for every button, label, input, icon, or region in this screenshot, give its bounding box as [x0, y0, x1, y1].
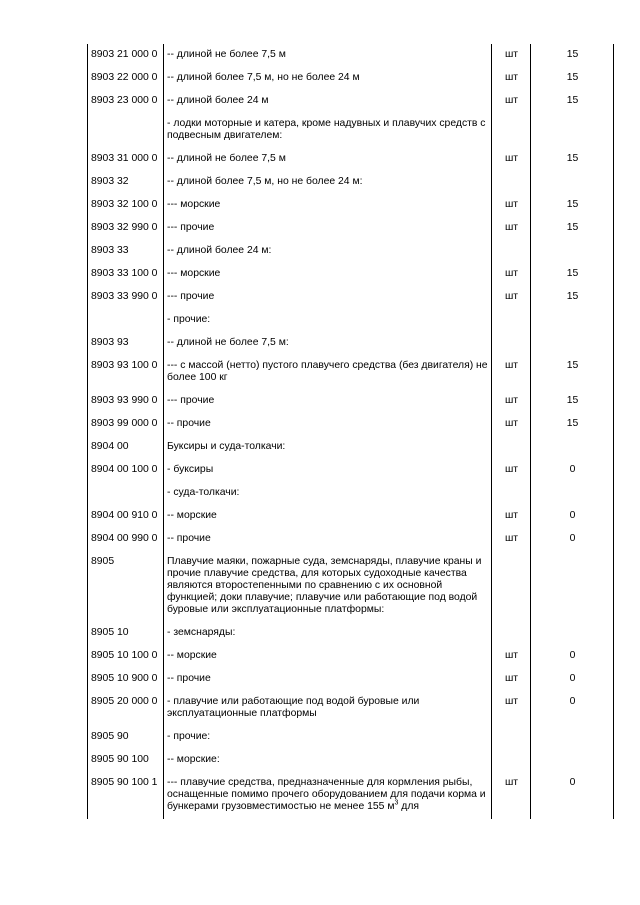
- tnved-code-cell: 8903 93: [88, 332, 164, 355]
- tnved-code-cell: 8903 32: [88, 171, 164, 194]
- duty-rate-cell: [531, 622, 614, 645]
- duty-rate-cell: [531, 240, 614, 263]
- tnved-code-cell: 8905: [88, 551, 164, 622]
- duty-rate-cell: 15: [531, 263, 614, 286]
- duty-rate-cell: 15: [531, 67, 614, 90]
- unit-cell: шт: [492, 645, 531, 668]
- duty-rate-cell: [531, 113, 614, 148]
- tnved-code-cell: 8904 00 910 0: [88, 505, 164, 528]
- description-cell: --- с массой (нетто) пустого плавучего средства (без двигателя) не более 100 кг: [164, 355, 492, 390]
- tnved-code-cell: 8903 32 100 0: [88, 194, 164, 217]
- duty-rate-cell: [531, 332, 614, 355]
- tnved-code-cell: 8903 31 000 0: [88, 148, 164, 171]
- table-row: [88, 90, 614, 113]
- description-cell: -- длиной не более 7,5 м: [164, 148, 492, 171]
- unit-cell: [492, 551, 531, 622]
- description-cell: --- прочие: [164, 286, 492, 309]
- unit-cell: [492, 726, 531, 749]
- unit-cell: шт: [492, 44, 531, 67]
- tnved-code-cell: 8903 93 100 0: [88, 355, 164, 390]
- unit-cell: [492, 113, 531, 148]
- duty-rate-cell: [531, 749, 614, 772]
- description-cell: - суда-толкачи:: [164, 482, 492, 505]
- table-row: [88, 390, 614, 413]
- table-row: [88, 749, 614, 772]
- description-cell: -- длиной более 24 м: [164, 90, 492, 113]
- unit-cell: [492, 436, 531, 459]
- tnved-code-cell: 8903 33 990 0: [88, 286, 164, 309]
- duty-rate-cell: 15: [531, 217, 614, 240]
- duty-rate-cell: [531, 726, 614, 749]
- description-cell: -- морские: [164, 505, 492, 528]
- table-row: [88, 332, 614, 355]
- tnved-code-cell: 8903 32 990 0: [88, 217, 164, 240]
- description-cell: -- прочие: [164, 528, 492, 551]
- tnved-code-cell: 8903 33: [88, 240, 164, 263]
- description-cell: -- прочие: [164, 413, 492, 436]
- description-cell: Буксиры и суда-толкачи:: [164, 436, 492, 459]
- unit-cell: шт: [492, 505, 531, 528]
- description-cell: - плавучие или работающие под водой буровые или эксплуатационные платформы: [164, 691, 492, 726]
- unit-cell: шт: [492, 668, 531, 691]
- duty-rate-cell: 0: [531, 505, 614, 528]
- unit-cell: [492, 240, 531, 263]
- description-cell: - буксиры: [164, 459, 492, 482]
- unit-cell: шт: [492, 67, 531, 90]
- unit-cell: шт: [492, 355, 531, 390]
- description-cell: - прочие:: [164, 726, 492, 749]
- unit-cell: шт: [492, 691, 531, 726]
- tnved-code-cell: [88, 482, 164, 505]
- table-row: [88, 726, 614, 749]
- tnved-code-cell: 8904 00 100 0: [88, 459, 164, 482]
- table-row: [88, 263, 614, 286]
- duty-rate-cell: 0: [531, 772, 614, 819]
- table-row: [88, 459, 614, 482]
- duty-rate-cell: 0: [531, 645, 614, 668]
- duty-rate-cell: 15: [531, 90, 614, 113]
- unit-cell: [492, 749, 531, 772]
- description-cell: - земснаряды:: [164, 622, 492, 645]
- duty-rate-cell: 15: [531, 413, 614, 436]
- table-row: [88, 436, 614, 459]
- table-row: [88, 622, 614, 645]
- duty-rate-cell: 15: [531, 44, 614, 67]
- tnved-code-cell: 8905 10: [88, 622, 164, 645]
- table-row: [88, 482, 614, 505]
- table-row: [88, 286, 614, 309]
- unit-cell: [492, 171, 531, 194]
- table-row: [88, 645, 614, 668]
- unit-cell: шт: [492, 528, 531, 551]
- duty-rate-cell: 15: [531, 194, 614, 217]
- description-cell: --- морские: [164, 263, 492, 286]
- duty-rate-cell: 15: [531, 355, 614, 390]
- unit-cell: шт: [492, 194, 531, 217]
- unit-cell: [492, 482, 531, 505]
- unit-cell: [492, 309, 531, 332]
- unit-cell: [492, 622, 531, 645]
- tnved-code-cell: 8905 90: [88, 726, 164, 749]
- tariff-table-body: [88, 44, 614, 819]
- unit-cell: шт: [492, 286, 531, 309]
- tnved-code-cell: 8903 23 000 0: [88, 90, 164, 113]
- description-cell: [164, 772, 492, 819]
- table-row: [88, 194, 614, 217]
- description-cell: --- морские: [164, 194, 492, 217]
- duty-rate-cell: [531, 309, 614, 332]
- table-row: [88, 67, 614, 90]
- duty-rate-cell: [531, 436, 614, 459]
- duty-rate-cell: 0: [531, 459, 614, 482]
- unit-cell: [492, 332, 531, 355]
- unit-cell: шт: [492, 459, 531, 482]
- unit-cell: шт: [492, 90, 531, 113]
- description-cell: -- морские:: [164, 749, 492, 772]
- tnved-code-cell: 8905 20 000 0: [88, 691, 164, 726]
- description-cell: -- длиной более 7,5 м, но не более 24 м:: [164, 171, 492, 194]
- description-cell: -- прочие: [164, 668, 492, 691]
- tnved-code-cell: 8904 00: [88, 436, 164, 459]
- table-row: [88, 505, 614, 528]
- tnved-code-cell: 8903 33 100 0: [88, 263, 164, 286]
- table-row: [88, 44, 614, 67]
- unit-cell: шт: [492, 263, 531, 286]
- table-row: [88, 148, 614, 171]
- description-tail: для: [398, 801, 420, 812]
- table-row: [88, 772, 614, 819]
- table-row: [88, 355, 614, 390]
- duty-rate-cell: [531, 551, 614, 622]
- description-cell: -- длиной не более 7,5 м: [164, 44, 492, 67]
- unit-cell: шт: [492, 217, 531, 240]
- table-row: [88, 551, 614, 622]
- tnved-code-cell: 8905 10 100 0: [88, 645, 164, 668]
- table-row: [88, 691, 614, 726]
- tnved-code-cell: [88, 309, 164, 332]
- description-cell: --- прочие: [164, 390, 492, 413]
- description-cell: --- прочие: [164, 217, 492, 240]
- tnved-code-cell: 8905 90 100 1: [88, 772, 164, 819]
- tnved-code-cell: 8905 10 900 0: [88, 668, 164, 691]
- duty-rate-cell: 0: [531, 668, 614, 691]
- table-row: [88, 240, 614, 263]
- tariff-table: [87, 44, 614, 819]
- tnved-code-cell: 8903 21 000 0: [88, 44, 164, 67]
- duty-rate-cell: 15: [531, 148, 614, 171]
- unit-superscript: 3: [394, 799, 399, 807]
- tnved-code-cell: 8903 93 990 0: [88, 390, 164, 413]
- table-row: [88, 309, 614, 332]
- duty-rate-cell: 15: [531, 390, 614, 413]
- table-row: [88, 171, 614, 194]
- unit-cell: шт: [492, 413, 531, 436]
- description-cell: -- длиной не более 7,5 м:: [164, 332, 492, 355]
- description-cell: - лодки моторные и катера, кроме надувных и плавучих средств с подвесным двигателем:: [164, 113, 492, 148]
- tnved-code-cell: 8903 99 000 0: [88, 413, 164, 436]
- table-row: [88, 668, 614, 691]
- tnved-code-cell: 8903 22 000 0: [88, 67, 164, 90]
- tnved-code-cell: 8904 00 990 0: [88, 528, 164, 551]
- unit-cell: шт: [492, 148, 531, 171]
- duty-rate-cell: 15: [531, 286, 614, 309]
- description-cell: -- длиной более 7,5 м, но не более 24 м: [164, 67, 492, 90]
- duty-rate-cell: [531, 482, 614, 505]
- unit-cell: шт: [492, 772, 531, 819]
- table-row: [88, 413, 614, 436]
- tnved-code-cell: [88, 113, 164, 148]
- description-cell: -- морские: [164, 645, 492, 668]
- duty-rate-cell: [531, 171, 614, 194]
- duty-rate-cell: 0: [531, 691, 614, 726]
- table-row: [88, 217, 614, 240]
- unit-cell: шт: [492, 390, 531, 413]
- table-row: [88, 113, 614, 148]
- description-cell: - прочие:: [164, 309, 492, 332]
- description-cell: Плавучие маяки, пожарные суда, земснаряды, плавучие краны и прочие плавучие средства, для которых судоходные качества являются второстепенными по сравнению с их основной функцией; доки плавучие; плавучие или работающие под водой буровые или эксплуатационные платформы:: [164, 551, 492, 622]
- table-row: [88, 528, 614, 551]
- duty-rate-cell: 0: [531, 528, 614, 551]
- description-cell: -- длиной более 24 м:: [164, 240, 492, 263]
- description-text: --- плавучие средства, предназначенные для кормления рыбы, оснащенные помимо прочего оборудованием для подачи корма и бункерами грузовместимостью не менее 155 м: [167, 777, 486, 812]
- tnved-code-cell: 8905 90 100: [88, 749, 164, 772]
